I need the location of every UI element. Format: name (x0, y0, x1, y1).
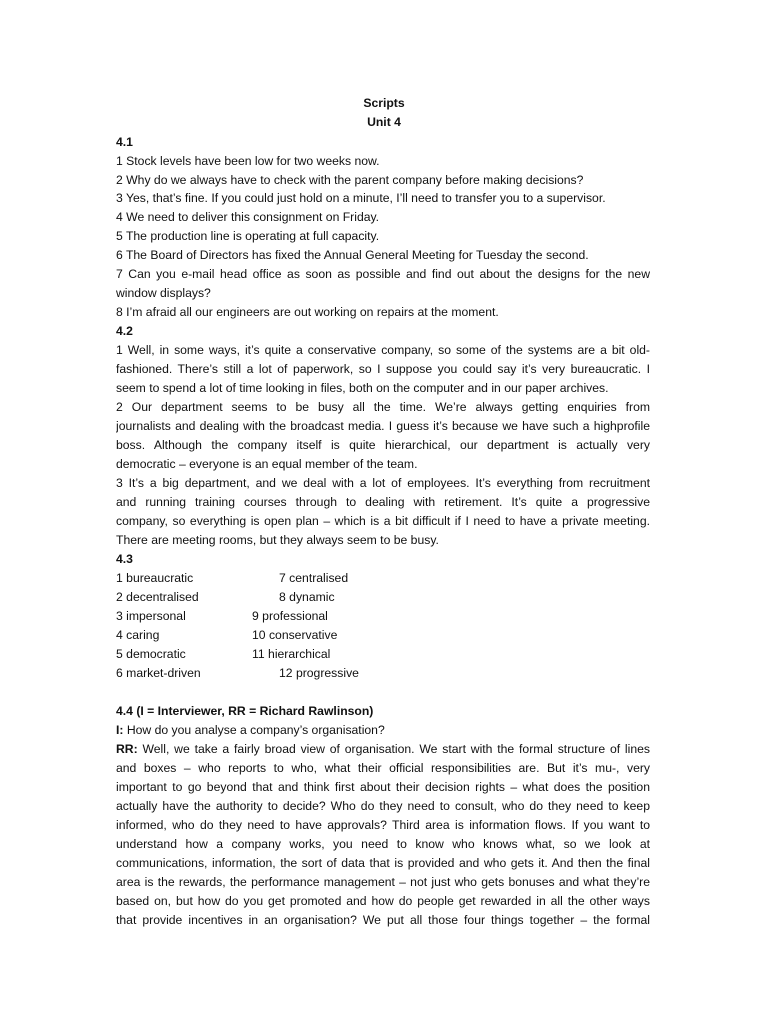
word-list-item: 4 caring (116, 628, 160, 642)
rr-answer-line: based on, but how do you get promoted and how do people get rewarded in all the other ways (116, 894, 650, 908)
rr-answer-line: communications, information, the sort of data that is provided and who gets it. And then the final (116, 856, 650, 870)
word-list-item: 12 progressive (279, 666, 359, 680)
rr-answer-line: and boxes – who reports to who, what their official responsibilities are. But it’s mu-, very (116, 761, 650, 775)
document-title: Scripts (363, 96, 405, 110)
rr-answer-text: Well, we take a fairly broad view of organisation. We start with the formal structure of lines (137, 742, 650, 756)
interviewer-question-text: How do you analyse a company’s organisation? (123, 723, 385, 737)
word-list-item: 9 professional (252, 609, 328, 623)
paragraph-3-line: There are meeting rooms, but they always seem to be busy. (116, 533, 439, 547)
rr-answer-line (116, 740, 650, 759)
interviewer-question (116, 721, 650, 740)
section-4-4-heading: 4.4 (I = Interviewer, RR = Richard Rawlinson) (116, 704, 374, 718)
paragraph-2-line: democratic – everyone is an equal member of the team. (116, 457, 418, 471)
sentence-8: 8 I’m afraid all our engineers are out working on repairs at the moment. (116, 305, 499, 319)
sentence-7-line-2: window displays? (116, 286, 211, 300)
paragraph-2-line: journalists and dealing with the broadcast media. I guess it’s because we have such a highprofile (116, 419, 650, 433)
rr-answer-line: informed, who do they need to have approvals? Third area is information flows. If you want to (116, 818, 650, 832)
sentence-4: 4 We need to deliver this consignment on Friday. (116, 210, 380, 224)
section-4-1-heading: 4.1 (116, 135, 133, 149)
interviewer-label: I: (116, 723, 124, 737)
unit-heading: Unit 4 (367, 115, 401, 129)
paragraph-3-line: and running training courses through to dealing with retirement. It’s quite a progressive (116, 495, 650, 509)
word-list-item: 8 dynamic (279, 590, 335, 604)
section-4-3-heading: 4.3 (116, 552, 133, 566)
word-list-item: 10 conservative (252, 628, 338, 642)
sentence-1: 1 Stock levels have been low for two weeks now. (116, 154, 380, 168)
rr-answer-line: understand how a company works, you need to know who knows what, so we look at (116, 837, 650, 851)
word-list-item: 11 hierarchical (252, 647, 331, 661)
sentence-5: 5 The production line is operating at full capacity. (116, 229, 380, 243)
sentence-3: 3 Yes, that’s fine. If you could just hold on a minute, I’ll need to transfer you to a supervisor. (116, 191, 606, 205)
word-list-item: 3 impersonal (116, 609, 186, 623)
paragraph-2-line: 2 Our department seems to be busy all the time. We’re always getting enquiries from (116, 400, 650, 414)
sentence-2: 2 Why do we always have to check with the parent company before making decisions? (116, 173, 584, 187)
sentence-7-line-1: 7 Can you e-mail head office as soon as possible and find out about the designs for the new (116, 267, 650, 281)
rr-answer-line: actually have the authority to decide? Who do they need to consult, who do they need to keep (116, 799, 650, 813)
paragraph-1-line: fashioned. There’s still a lot of paperwork, so I suppose you could say it’s very bureaucratic. I (116, 362, 650, 376)
rr-answer-line: that provide incentives in an organisation? We put all those four things together – the formal (116, 913, 650, 927)
sentence-6: 6 The Board of Directors has fixed the Annual General Meeting for Tuesday the second. (116, 248, 589, 262)
word-list-item: 5 democratic (116, 647, 186, 661)
section-4-2-heading: 4.2 (116, 324, 133, 338)
word-list-item: 7 centralised (279, 571, 349, 585)
paragraph-3-line: 3 It’s a big department, and we deal with a lot of employees. It’s everything from recruitment (116, 476, 650, 490)
rr-answer-line: area is the rewards, the performance management – not just who gets bonuses and what they’re (116, 875, 650, 889)
word-list-item: 2 decentralised (116, 590, 199, 604)
rr-answer-line: important to go beyond that and think first about their decision rights – what does the position (116, 780, 650, 794)
rr-label: RR: (116, 742, 138, 756)
word-list-item: 6 market-driven (116, 666, 201, 680)
paragraph-1-line: 1 Well, in some ways, it’s quite a conservative company, so some of the systems are a bit old- (116, 343, 650, 357)
word-list-item: 1 bureaucratic (116, 571, 194, 585)
paragraph-1-line: seem to spend a lot of time looking in files, both on the computer and in our paper archives. (116, 381, 609, 395)
paragraph-2-line: boss. Although the company itself is quite hierarchical, our department is actually very (116, 438, 650, 452)
paragraph-3-line: company, so everything is open plan – which is a bit difficult if I need to have a private meeting. (116, 514, 650, 528)
